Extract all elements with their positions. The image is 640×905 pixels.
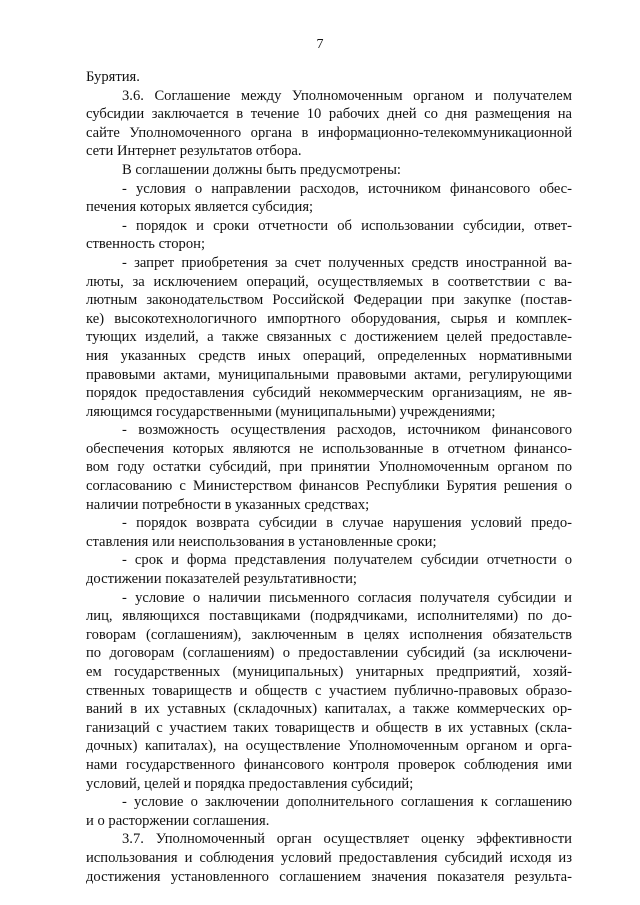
text-line: - условие о заключении дополнительного соглашения к соглашению <box>122 794 572 811</box>
text-line: люты, за исключением операций, осуществляемых в соответствии с ва- <box>86 273 572 290</box>
text-line: печения которых является субсидия; <box>86 199 314 216</box>
text-line: ем государственных (муниципальных) унитарных предприятий, хозяй- <box>86 664 572 680</box>
text-line: - порядок возврата субсидии в случае нарушения условий предо- <box>122 515 572 532</box>
text-line: достижении показателей результативности; <box>86 571 357 588</box>
text-line: субсидии заключается в течение 10 рабочих дней со дня размещения на <box>86 106 572 123</box>
text-line: - условия о направлении расходов, источником финансового обес- <box>122 180 572 197</box>
text-line: 3.6. Соглашение между Уполномоченным органом и получателем <box>122 87 572 104</box>
text-line: дочных) капиталах), на осуществление Уполномоченным органом и орга- <box>86 738 572 755</box>
text-line: - условие о наличии письменного согласия получателя субсидии и <box>122 589 572 606</box>
text-line: ганизаций с участием таких товариществ и обществ в их уставных (скла- <box>86 719 572 736</box>
text-line: ставления или неиспользования в установленные сроки; <box>86 533 437 550</box>
text-line: лютным законодательством Российской Федерации при закупке (постав- <box>86 292 572 309</box>
text-line: - запрет приобретения за счет полученных средств иностранной ва- <box>122 254 572 271</box>
text-line: ственность сторон; <box>86 236 205 253</box>
text-line: - срок и форма представления получателем субсидии отчетности о <box>122 552 572 569</box>
text-line: и о расторжении соглашения. <box>86 812 270 829</box>
text-line: лиц, являющихся поставщиками (подрядчиками, исполнителями) по до- <box>86 608 572 625</box>
text-line: В соглашении должны быть предусмотрены: <box>122 161 401 178</box>
text-line: сети Интернет результатов отбора. <box>86 143 302 160</box>
text-line: вом году остатки субсидий, при принятии Уполномоченным органом по <box>86 459 572 476</box>
text-line: согласованию с Министерством финансов Республики Бурятия решения о <box>86 478 572 495</box>
text-line: говорам (соглашениям), заключенным в целях исполнения обязательств <box>86 626 572 643</box>
text-line: ния указанных средств иных операций, определенных нормативными <box>86 347 572 364</box>
text-line: правовыми актами, муниципальными правовыми актами, регулирующими <box>86 366 572 383</box>
text-line: сайте Уполномоченного органа в информационно-телекоммуникационной <box>86 124 572 141</box>
text-line: - возможность осуществления расходов, источником финансового <box>122 422 572 439</box>
document-body <box>86 68 572 886</box>
text-line: ственных товариществ и обществ с участием публично-правовых образо- <box>86 682 572 699</box>
text-line: порядок предоставления субсидий некоммерческим организациям, не яв- <box>86 385 572 402</box>
text-line: тующих изделий, а также связанных с достижением целей предоставле- <box>86 329 572 346</box>
text-line: обеспечения которых являются не использованные в отчетном финансо- <box>86 440 572 457</box>
text-line: Бурятия. <box>86 69 140 85</box>
text-line: - порядок и сроки отчетности об использовании субсидии, ответ- <box>122 217 572 234</box>
text-line: наличии потребности в указанных средствах; <box>86 496 370 513</box>
text-line: ляющимся государственными (муниципальными) учреждениями; <box>86 403 496 420</box>
text-line: по договорам (соглашениям) о предоставлении субсидий (за исключени- <box>86 645 572 662</box>
text-line: условий, целей и порядка предоставления субсидий; <box>86 775 414 792</box>
text-line: достижения установленного соглашением значения показателя результа- <box>86 868 572 885</box>
text-line: нами государственного финансового контроля проверок соблюдения ими <box>86 756 572 773</box>
text-line: использования и соблюдения условий предоставления субсидий исходя из <box>86 849 572 866</box>
text-line: ке) высокотехнологичного импортного оборудования, сырья и комплек- <box>86 310 572 327</box>
text-line: ваний в их уставных (складочных) капиталах, а также коммерческих ор- <box>86 701 572 718</box>
text-line: 3.7. Уполномоченный орган осуществляет оценку эффективности <box>122 831 572 848</box>
page-number: 7 <box>316 37 324 52</box>
